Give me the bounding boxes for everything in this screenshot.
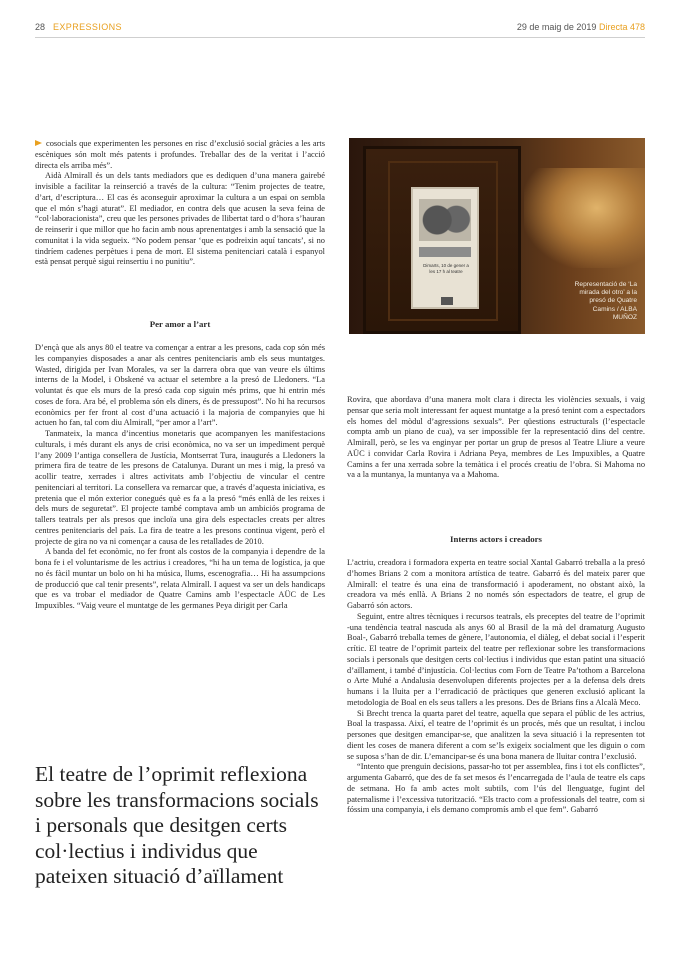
date-text: 29 de maig de 2019	[516, 22, 597, 32]
section-label: EXPRESSIONS	[53, 22, 122, 32]
subheading: Interns actors i creadors	[450, 534, 542, 544]
subheading: Per amor a l’art	[149, 319, 211, 329]
pull-quote: El teatre de l’oprimit reflexiona sobre les transformacions socials i personals que desitgen certs col·lectius i individus que pateixen situació d’aïllament	[35, 762, 319, 888]
paragraph: Aidà Almirall és un dels tants mediadors que es dediquen d’una manera gairebé invisible a facilitar la reinserció a través de la cultura: “Tenim projectes de teatre, d’art, d’escriptura… El cas és aconseguir aproximar la cultura a un espai on sembla que el món s’hagi aturat”. El mediador, en contra dels que acusen la seva feina de “col·laboracionista”, creu que les persones privades de llibertat tard o d’hora s’hauran de reinserir i que millor que ho facin amb nous aprenentatges i amb la sensació que la comunitat i la vida segueix. “No podem pensar ‘que es podreixin aquí tancats’, si no tindríem cadenes perpètues i pena de mort. El sistema penitenciari català i espanyol està pensat perquè sigui reinsertiu i no punitiu”.	[35, 171, 325, 267]
paragraph: A banda del fet econòmic, no fer front als costos de la companyia i dependre de la bona fe i el voluntarisme de les actrius i creadores, “hi ha un tema de logística, ja que no és fàcil muntar un bolo on hi ha música, llums, escenografia… Hi ha assumpcions de producció que cal tenir presents”, relata Almirall. I aquest va ser un dels handicaps que es va trobar el mediador de Quatre Camins amb l’espectacle AÜC de Les Impuxibles. “Vaig veure el muntatge de les germanes Peya dirigit per Carla	[35, 547, 325, 610]
poster-text: Dimarts, 10 de gener a les 17 h al teatre	[423, 263, 469, 274]
paragraph-text: cosocials que experimenten les persones en risc d’exclusió social gràcies a les arts escèniques són molt més patents i profundes. Treballar des de la veritat i l’acció directa els arriba més”.	[35, 139, 325, 170]
article-column-2-bottom	[347, 558, 645, 816]
article-column-1-top	[35, 139, 325, 268]
article-photo	[349, 138, 645, 334]
poster-image	[411, 187, 479, 309]
continuation-marker-icon	[35, 140, 42, 146]
poster-band	[419, 247, 471, 257]
issue-date	[517, 22, 645, 32]
page-header	[35, 22, 645, 36]
paragraph: Seguint, entre altres tècniques i recursos teatrals, els preceptes del teatre de l’oprimit -una tendència teatral nascuda als anys 60 al Brasil de la mà del dramaturg Augusto Boal-, Gabarró treballa temes de gènere, l’autonomia, el diàleg, el debat social i l’esperit crític. El teatre de l’oprimit parteix del teatre per reflexionar sobre les transformacions socials i personals que desitgen certs col·lectius i individus que estan patint una situació d’aïllament, i també d’injustícia. Col·lectius com Forn de Teatre Pa’tothom a Barcelona o Arte Muhé a Andalusia desenvolupen diferents projectes per a la defensa dels drets humans i la lluita per a l’erradicació de pràctiques que generen exclusió aplicant la metodologia de Boal en els seus tallers a les presons. Des de Brians fins a Alcalà Meco.	[347, 611, 645, 707]
paragraph: L’actriu, creadora i formadora experta en teatre social Xantal Gabarró treballa a la presó d’homes Brians 2 com a monitora artística de teatre. Gabarró és del mateix parer que Almirall: el teatre és una eina de transformació i apoderament, no obstant això, la creadora va més enllà. A Brians 2 no només són espectadors de teatre, el grup de Gabarró són actors.	[347, 558, 645, 610]
paragraph: Si Brecht trenca la quarta paret del teatre, aquella que separa el públic de les actrius, Boal la traspassa. Així, el teatre de l’oprimit és un procés, més que un resultat, i inclou persones que desitgen emancipar-se, que analitzen la seva situació i la representen tot dient les coses de manera diferent a com se’ls exigeix socialment que les diguin o com se suposa s’han de dir. L’emancipar-se és una bona manera de lluitar contra l’exclusió.	[347, 708, 645, 761]
article-column-2-top	[347, 395, 645, 481]
background-light	[524, 168, 645, 268]
door-image	[363, 146, 521, 334]
paragraph: Rovira, que abordava d’una manera molt clara i directa les violències sexuals, i vaig pensar que seria molt interessant fer aquest muntatge a la presó tenint com a espectadors els homes del mòdul d’agressions sexuals”. Per qüestions estructurals (l’espectacle compta amb un piano de cua), va ser impossible fer la representació dins del centre. Almirall, però, se les va enginyar per portar un grup de presos al Teatre Lliure a veure AÜC i convidar Carla Rovira i Adriana Peya, membres de Les Impuxibles, a Quatre Camins a fer una xerrada sobre la temàtica i el procés creatiu de l’obra. Si Mahoma no va a la muntanya, la muntanya va a Mahoma.	[347, 395, 645, 480]
issue-number: Directa 478	[598, 22, 645, 32]
photo-caption: Representació de ‘La mirada del otro’ a la presó de Quatre Camins / ALBA MUÑOZ	[574, 281, 637, 321]
paragraph: D’ençà que als anys 80 el teatre va començar a entrar a les presons, cada cop són més les companyies disposades a anar als centres penitenciaris amb els seus muntatges. Wasted, dirigida per Ivan Morales, va ser la darrera obra que van veure els últims interns de la Model, i Obskené va actuar el setembre a la presó de Lledoners. “La voluntat és que els murs de la presó cada cop siguin més prims, que hi entrin més coses de fora. Ara bé, el problema són els diners, és de pressupost”. No hi ha recursos econòmics per fer front al cost d’una actuació i la majoria de companyies que hi actuen ho fan, tal com diu Almirall, “per amor a l’art”.	[35, 343, 325, 428]
poster-faces	[419, 199, 471, 241]
poster-logo-icon	[441, 297, 453, 305]
paragraph: Tanmateix, la manca d’incentius monetaris que acompanyen les manifestacions culturals, i més durant els anys de crisi econòmica, no va ser un impediment perquè l’any 2009 l’antiga consellera de Justícia, Montserrat Tura, inaugurés a Lledoners la primera fira de teatre de les presons de Catalunya. Durant un mes i mig, la presó va acollir teatre, xerrades i altres activitats amb l’objectiu de vincular el centre penitenciari al territori. La consellera va remarcar que, a través d’aquesta iniciativa, es pretenia que el món exterior conegués què es fa a la presó “més enllà de les reixes i dels murs de seguretat”. El projecte també comptava amb un ambiciós programa de tallers teatrals per als presos que incloïa una gira dels espectacles creats per altres centres penitenciaris del país. La fira de teatre a les presons continua vigent, però el projecte de gira no va ni començar a causa de les retallades de 2010.	[35, 429, 325, 546]
page-number: 28	[35, 22, 46, 32]
paragraph: “Intento que prenguin decisions, passar-ho tot per assemblea, fins i tot els conflictes”, argumenta Gabarró, que des de fa set mesos és l’encarregada de l’aula de teatre els caps de setmana. Ho fa amb actes molt subtils, com l’ús del llenguatge, fugint del paternalisme i l’excessiva tutorització. “Els tracto com a professionals del teatre, com si fóssim una companyia, i els demano compromís amb el que fem”. Gabarró	[347, 762, 645, 815]
article-column-1-bottom	[35, 343, 325, 612]
paragraph	[35, 139, 325, 171]
header-rule	[35, 37, 645, 38]
